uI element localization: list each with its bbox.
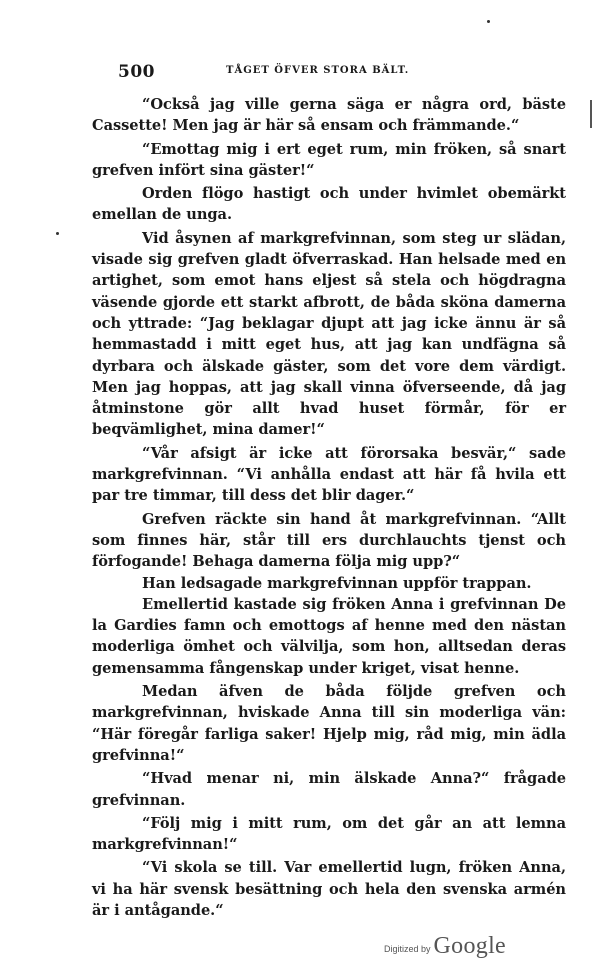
running-title: TÅGET ÖFVER STORA BÄLT. [226,65,410,76]
paragraph: “Hvad menar ni, min älskade Anna?“ frågade grefvinnan. [92,770,566,809]
paragraph: Han ledsagade markgrefvinnan uppför trappan. [142,574,532,592]
paragraph: “Vår afsigt är icke att förorsaka besvär,“ sade markgrefvinnan. “Vi anhålla endast att här få hvila ett par tre timmar, till dess det blir dager.“ [92,444,566,505]
paragraph: Orden flögo hastigt och under hvimlet obemärkt emellan de unga. [92,185,566,224]
page-number: 500 [118,62,155,82]
digitized-watermark [384,930,506,960]
body-text [92,94,566,921]
scan-speck [56,232,59,235]
paragraph: “Vi skola se till. Var emellertid lugn, fröken Anna, vi ha här svensk besättning och hela den svenska armén är i antågande.“ [92,859,566,919]
margin-mark [590,100,592,128]
watermark-prefix: Digitized by [384,944,431,954]
paragraph: “Emottag mig i ert eget rum, min fröken, så snart grefven infört sina gäster!“ [92,140,566,179]
google-logo: Google [433,933,506,959]
scan-speck [487,20,490,23]
running-head [118,62,568,84]
paragraph: “Följ mig i mitt rum, om det går an att lemna markgrefvinnan!“ [92,814,566,854]
paragraph: Emellertid kastade sig fröken Anna i grefvinnan De la Gardies famn och emottogs af henne med den nästan moderliga ömhet och välvilja, som hon, alltsedan deras gemensamma fångenskap under kriget, visat henne. [92,595,566,677]
paragraph: “Också jag ville gerna säga er några ord, bäste Cassette! Men jag är här så ensam och främmande.“ [92,96,566,135]
paragraph: Vid åsynen af markgrefvinnan, som steg ur slädan, visade sig grefven gladt öfverraskad. Han helsade med en artighet, som emot hans eljest så stela och högdragna väsende gjorde ett starkt afbrott, de båda sköna damerna och yttrade: “Jag beklagar djupt att jag icke ännu är så hemmastadd i mitt eget hus, att jag kan undfägna så dyrbara och älskade gäster, som det vore dem värdigt. Men jag hoppas, att jag skall vinna öfverseende, då jag åtminstone gör allt hvad huset förmår, för er beqvämlighet, mina damer!“ [92,229,566,439]
paragraph: Medan äfven de båda följde grefven och markgrefvinnan, hviskade Anna till sin moderliga vän: “Här föregår farliga saker! Hjelp mig, råd mig, min ädla grefvinna!“ [92,683,566,764]
paragraph: Grefven räckte sin hand åt markgrefvinnan. “Allt som finnes här, står till ers durchlauchts tjenst och förfogande! Behaga damerna följa mig upp?“ [92,510,566,571]
